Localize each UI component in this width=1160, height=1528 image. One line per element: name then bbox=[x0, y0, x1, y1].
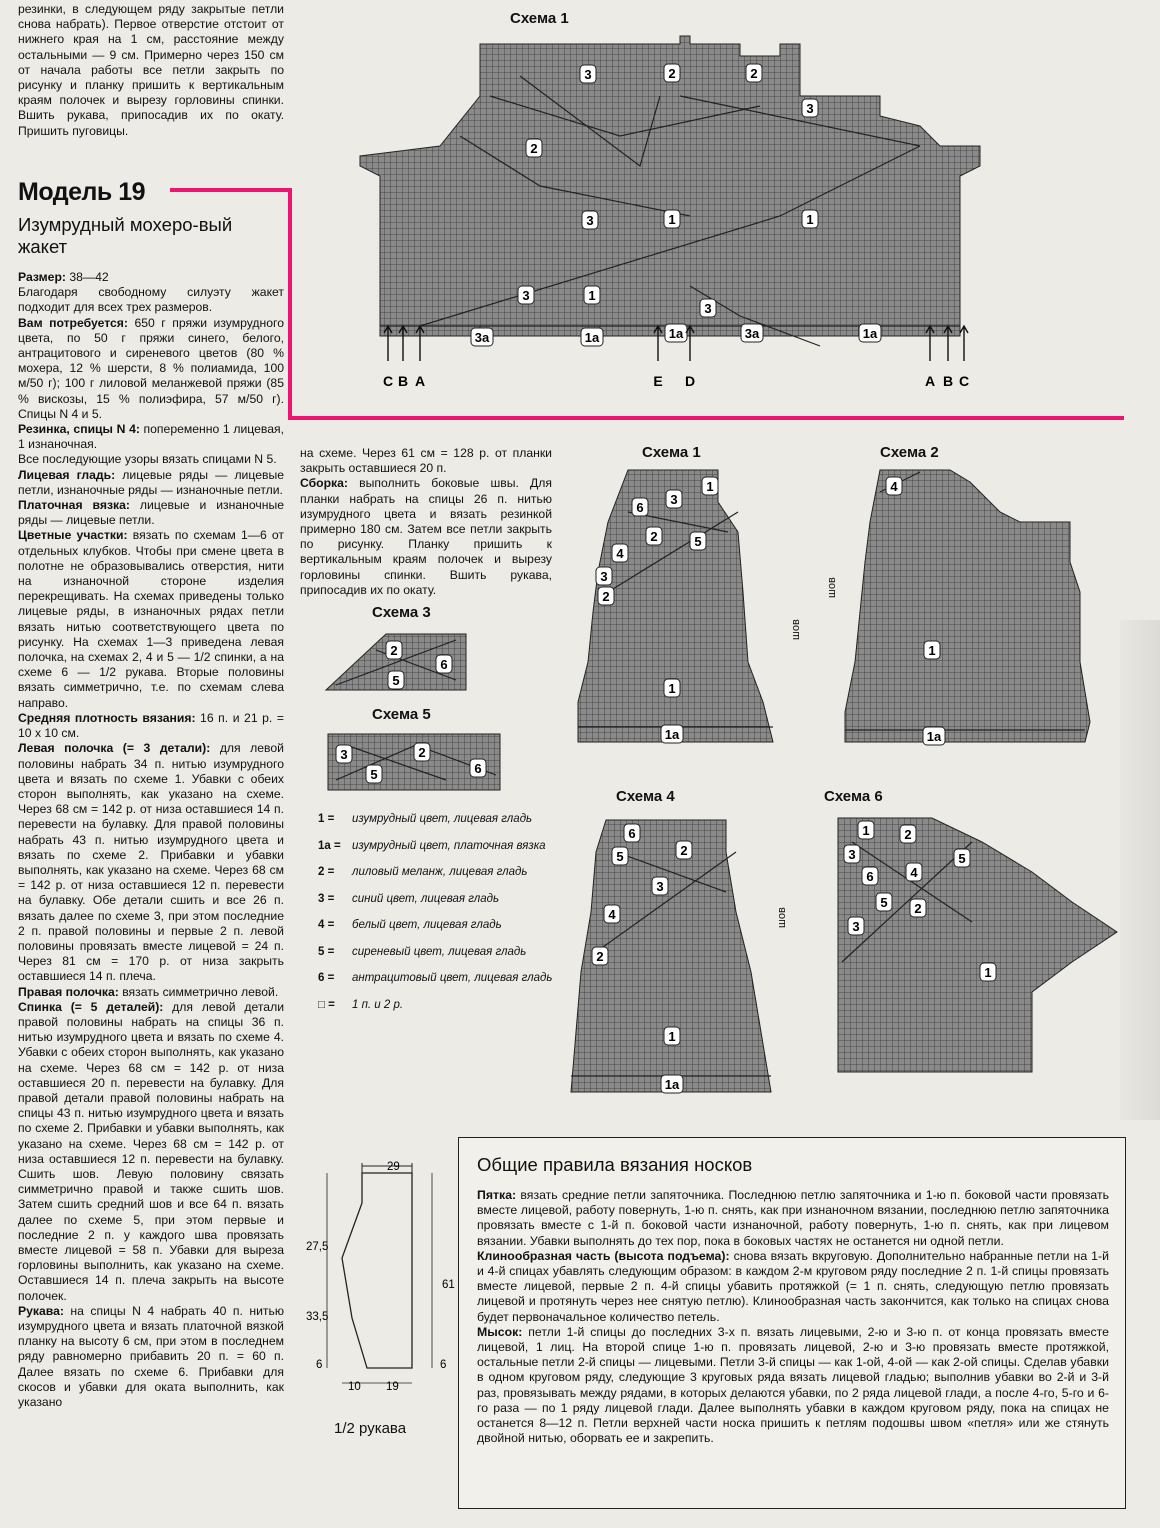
instruction-paragraph bbox=[18, 422, 284, 452]
svg-text:2: 2 bbox=[914, 901, 922, 916]
schema-area-label bbox=[664, 210, 680, 228]
svg-text:3: 3 bbox=[522, 288, 530, 303]
svg-text:3: 3 bbox=[848, 847, 856, 862]
instruction-paragraph bbox=[18, 498, 284, 528]
svg-text:5: 5 bbox=[370, 767, 378, 782]
s1-diagram bbox=[568, 462, 783, 752]
legend-item bbox=[318, 971, 558, 986]
socks-paragraph bbox=[477, 1249, 1109, 1325]
paragraph-label: Правая полочка: bbox=[18, 984, 119, 999]
schema-area-label bbox=[954, 849, 970, 867]
svg-text:1: 1 bbox=[668, 212, 676, 227]
svg-text:1a: 1a bbox=[862, 326, 878, 341]
legend-key: 1a = bbox=[318, 839, 341, 852]
sleeve-dimension: 61 bbox=[442, 1279, 455, 1291]
s3-title: Схема 3 bbox=[372, 604, 431, 621]
legend-item bbox=[318, 812, 558, 827]
svg-text:3: 3 bbox=[704, 301, 712, 316]
s5-title: Схема 5 bbox=[372, 706, 431, 723]
schema-area-label bbox=[876, 893, 892, 911]
legend-item bbox=[318, 839, 558, 854]
svg-text:4: 4 bbox=[616, 546, 624, 561]
schema-area-label bbox=[646, 527, 662, 545]
legend-text: изумрудный цвет, лицевая гладь bbox=[352, 813, 533, 825]
schema-area-label bbox=[848, 917, 864, 935]
paragraph-label: Рукава: bbox=[18, 1303, 64, 1318]
schema-area-label bbox=[632, 498, 648, 516]
schema-area-label bbox=[802, 99, 818, 117]
legend-key: 3 = bbox=[318, 892, 335, 905]
instruction-paragraph bbox=[18, 316, 284, 422]
schema-area-label bbox=[582, 211, 598, 229]
paragraph-label: Вам потребуется: bbox=[18, 315, 128, 330]
marker-letter: B bbox=[942, 373, 954, 389]
schema-area-label bbox=[676, 841, 692, 859]
legend-key: 5 = bbox=[318, 945, 335, 958]
paragraph-text: выполнить боковые швы. Для планки набрать на спицы 26 п. нитью изумрудного цвета и вязать резинкой примерно 180 см. Затем все петли закрыть по рисунку. Планку пришить к вертикальным краям полочек и вырезу горловины спинки. Вшить рукава, припосадив их по окату. bbox=[300, 476, 552, 597]
svg-text:1: 1 bbox=[806, 212, 814, 227]
svg-text:5: 5 bbox=[880, 895, 888, 910]
paragraph-text: на спицы N 4 набрать 40 п. нитью изумрудного цвета и вязать платочной вязкой планку на высоту 6 см, при этом в последнем ряду равномерно прибавить 20 п. = 60 п. Далее вязать по схеме 6. Прибавки для скосов и убавки для оката выполнить, как указано bbox=[18, 1303, 284, 1410]
svg-text:2: 2 bbox=[650, 529, 658, 544]
schema-area-label bbox=[665, 324, 687, 342]
paragraph-text: для левой половины набрать 34 п. нитью изумрудного цвета и вязать по схеме 1. Убавки с обеих сторон выполнять, как указано на схеме. Через 68 см = 142 р. от низа оставшиеся 14 п. перевести на булавку. Для правой половины набрать 43 п. нитью изумрудного цвета и вязать по схеме 2. Прибавки и убавки выполнять, как указано на схеме. Через 68 см = 142 р. от низа оставшиеся 12 п. перевести на булавку. Обе детали сшить и все 26 п. вязать далее по схеме 3, при этом последние 2 п. правой половины и первые 2 п. левой половины провязать вместе лицевой = 24 п. Через 81 см = 170 р. от низа закрыть оставшиеся 14 п. плеча. bbox=[18, 741, 284, 984]
marker-arrow bbox=[399, 326, 407, 361]
paragraph-label: Левая полочка (= 3 детали): bbox=[18, 741, 211, 756]
paragraph-label: Лицевая гладь: bbox=[18, 467, 116, 482]
svg-text:1: 1 bbox=[984, 965, 992, 980]
instruction-paragraph bbox=[18, 452, 284, 467]
paragraph-label: Спинка (= 5 деталей): bbox=[18, 999, 164, 1014]
model-title: Модель 19 bbox=[18, 178, 146, 206]
instruction-paragraph bbox=[18, 270, 284, 285]
schema-area-label bbox=[700, 299, 716, 317]
s5-diagram bbox=[326, 730, 506, 794]
svg-text:1a: 1a bbox=[584, 330, 600, 345]
schema-area-label bbox=[604, 905, 620, 923]
svg-text:3a: 3a bbox=[474, 330, 490, 345]
svg-text:3: 3 bbox=[656, 879, 664, 894]
legend-key: □ = bbox=[318, 998, 335, 1011]
legend-text: лиловый меланж, лицевая гладь bbox=[352, 866, 528, 878]
svg-text:2: 2 bbox=[596, 949, 604, 964]
paragraph-text: Все последующие узоры вязать спицами N 5. bbox=[18, 452, 277, 467]
schema-area-label bbox=[336, 745, 352, 763]
svg-text:5: 5 bbox=[392, 673, 400, 688]
instruction-paragraph bbox=[18, 741, 284, 984]
instruction-paragraph bbox=[18, 285, 284, 315]
schema-area-label bbox=[666, 490, 682, 508]
svg-text:5: 5 bbox=[694, 534, 702, 549]
instruction-paragraph bbox=[18, 528, 284, 710]
s2-diagram bbox=[840, 462, 1080, 752]
schema-area-label bbox=[661, 1075, 683, 1093]
schema-area-label bbox=[596, 567, 612, 585]
schema-area-label bbox=[366, 765, 382, 783]
intro-paragraph: резинки, в следующем ряду закрытые петли снова набрать). Первое отверстие отстоит от нижнего края на 1 см, расстояние между остальными — 9 см. Примерно через 150 см от начала работы все петли закрыть по рисунку и планку пришить к вертикальным краям полочек и вырезу горловины спинки. Вшить рукава, припосадив их по окату. Пришить пуговицы. bbox=[18, 2, 284, 138]
sleeve-dimension: 6 bbox=[440, 1359, 447, 1371]
svg-text:1: 1 bbox=[588, 288, 596, 303]
svg-text:3a: 3a bbox=[744, 326, 760, 341]
legend-key: 2 = bbox=[318, 866, 335, 878]
paragraph-label: Цветные участки: bbox=[18, 528, 128, 543]
schema-area-label bbox=[612, 847, 628, 865]
svg-text:1: 1 bbox=[668, 1029, 676, 1044]
socks-paragraph-text: снова вязать вкруговую. Дополнительно набранные петли на 1-й и 4-й спицах убавлять следующим образом: в каждом 2-м круговом ряду последние 2 п. 1-й спицы провязать вместе лицевой, первые 2 п. 4-й спицы убавить протяжкой (= 1 п. снять, следующую петлю провязать лицевой и протянуть через нее снятую петлю). Клинообразная часть закончится, как только на спицах снова будет первоначальное количество петель. bbox=[477, 1248, 1109, 1324]
svg-text:6: 6 bbox=[440, 657, 448, 672]
s6-diagram bbox=[832, 812, 1122, 1082]
marker-letter: B bbox=[397, 373, 409, 389]
schema-area-label bbox=[652, 877, 668, 895]
paragraph-text: вязать по схемам 1—6 от отдельных клубков. Чтобы при смене цвета в полотне не образовывались отверстия, нити на изнаночной стороне изделия перекрещивать. На схемах приведены только лицевые ряды, в изнаночных рядах петли вязать нитью соответствующего цвета по рисунку. На схемах 1—3 приведена левая полочка, на схемах 2, 4 и 5 — 1/2 спинки, а на схеме 6 — 1/2 рукава. Вторые половины вязать симметрично, т.е. по схемам слева направо. bbox=[18, 528, 284, 710]
svg-text:2: 2 bbox=[530, 141, 538, 156]
schema-area-label bbox=[612, 544, 628, 562]
schema-area-label bbox=[624, 824, 640, 842]
instruction-paragraph bbox=[300, 476, 552, 598]
paragraph-label: Сборка: bbox=[300, 476, 348, 491]
instruction-paragraph bbox=[18, 1304, 284, 1410]
svg-text:4: 4 bbox=[608, 907, 616, 922]
marker-arrow bbox=[960, 326, 968, 361]
paragraph-label: Средняя плотность вязания: bbox=[18, 710, 196, 725]
socks-paragraph bbox=[477, 1325, 1109, 1447]
svg-text:1: 1 bbox=[706, 479, 714, 494]
legend-item bbox=[318, 945, 558, 960]
svg-text:2: 2 bbox=[602, 589, 610, 604]
s1-title: Схема 1 bbox=[642, 444, 701, 461]
schema-area-label bbox=[664, 679, 680, 697]
schema-area-label bbox=[741, 324, 763, 342]
accent-line-vertical bbox=[288, 188, 292, 420]
svg-text:3: 3 bbox=[600, 569, 608, 584]
paragraph-text: 650 г пряжи изумрудного цвета, по 50 г пряжи синего, белого, антрацитового и сиреневого цветов (80 % мохера, 12 % шерсти, 8 % полиамида, 100 м/50 г); 100 г лиловой меланжевой пряжи (85 % вискозы, 15 % полиэфира, 57 м/50 г). Спицы N 4 и 5. bbox=[18, 315, 285, 421]
svg-text:4: 4 bbox=[890, 479, 898, 494]
socks-paragraph-label: Клинообразная часть (высота подъема): bbox=[477, 1248, 730, 1263]
paragraph-label: Резинка, спицы N 4: bbox=[18, 422, 140, 437]
svg-text:4: 4 bbox=[910, 865, 918, 880]
schema-area-label bbox=[906, 863, 922, 881]
svg-text:2: 2 bbox=[904, 827, 912, 842]
sleeve-dimension: 10 bbox=[348, 1381, 361, 1393]
svg-text:2: 2 bbox=[680, 843, 688, 858]
marker-arrow bbox=[384, 326, 392, 361]
paragraph-text: Благодаря свободному силуэту жакет подходит для всех трех размеров. bbox=[18, 285, 284, 315]
legend-item bbox=[318, 892, 558, 907]
svg-text:1a: 1a bbox=[668, 326, 684, 341]
schema-area-label bbox=[664, 1027, 680, 1045]
s4-seam-label: шов bbox=[776, 907, 788, 928]
svg-text:2: 2 bbox=[750, 66, 758, 81]
s3-diagram bbox=[316, 630, 476, 694]
socks-paragraph bbox=[477, 1188, 1109, 1249]
schema-area-label bbox=[518, 286, 534, 304]
paragraph-text: лицевые и изнаночные ряды — лицевые петли. bbox=[18, 498, 284, 528]
instruction-paragraph bbox=[300, 446, 552, 476]
schema-area-label bbox=[584, 286, 600, 304]
svg-text:3: 3 bbox=[670, 492, 678, 507]
svg-text:3: 3 bbox=[340, 747, 348, 762]
legend-text: изумрудный цвет, платочная вязка bbox=[352, 839, 546, 852]
schema-area-label bbox=[858, 821, 874, 839]
instructions-mid-column bbox=[300, 446, 552, 598]
marker-letter: C bbox=[382, 373, 394, 389]
marker-letter: D bbox=[684, 373, 696, 389]
paragraph-text: попеременно 1 лицевая, 1 изнаночная. bbox=[18, 422, 284, 452]
svg-text:6: 6 bbox=[636, 500, 644, 515]
schema-area-label bbox=[598, 587, 614, 605]
svg-text:3: 3 bbox=[806, 101, 814, 116]
paragraph-text: для левой детали правой половины набрать на спицы 36 п. нитью изумрудного цвета и вязать по схеме 4. Убавки с обеих сторон выполнять, как указано на схеме. Через 68 см = 142 р. от низа оставшиеся 20 п. перевести на булавку. Для правой детали правой половины набрать на спицы 43 п. нитью изумрудного цвета и вязать по схеме 2. Прибавки и убавки выполнять, как указано на схеме. Через 68 см = 142 р. от низа оставшиеся 12 п. перевести на булавку. Сшить шов. Левую половину связать симметрично правой и также сшить шов. Затем сшить средний шов и все 64 п. вязать далее по схеме 5, при этом первые и последние 2 п. у каждого шва провязать вместе лицевой = 58 п. Убавки для выреза горловины выполнить, как указано на схеме. Оставшиеся 14 п. плеча закрыть на высоте полочек. bbox=[18, 999, 284, 1303]
schema-area-label bbox=[923, 727, 945, 745]
marker-arrow bbox=[926, 326, 934, 361]
paragraph-label: Размер: bbox=[18, 270, 66, 284]
instruction-paragraph bbox=[18, 468, 284, 498]
schema-area-label bbox=[414, 743, 430, 761]
socks-paragraph-label: Пятка: bbox=[477, 1188, 517, 1202]
sleeve-dimension: 33,5 bbox=[306, 1311, 329, 1323]
schema-area-label bbox=[388, 671, 404, 689]
svg-text:6: 6 bbox=[474, 761, 482, 776]
legend-text: сиреневый цвет, лицевая гладь bbox=[352, 945, 527, 958]
sleeve-dimension: 19 bbox=[386, 1381, 399, 1393]
s1-seam-label: шов bbox=[790, 619, 802, 640]
schema-area-label bbox=[664, 64, 680, 82]
schema-area-label bbox=[580, 65, 596, 83]
marker-arrow bbox=[416, 326, 424, 361]
instruction-paragraph bbox=[18, 711, 284, 741]
svg-text:2: 2 bbox=[390, 643, 398, 658]
socks-paragraph-text: петли 1-й спицы до последних 3-х п. вязать лицевыми, 2-ю и 3-ю п. от конца провязать вместе лицевой, 1 лиц. На второй спице 1-ю п. провязать лицевой, 2-ю и 3-ю провязать вместе протяжкой, остальные петли 2-й спицы — лицевыми. Петли 3-й спицы — как 1-ой, 4-ой — как 2-ой спицы. Сделав убавки в одном круговом ряду, следующие 3 круговых ряда вязать лицевой гладью; выполнив убавки во 2-й и 3-й раз, провязывать между рядами, в которых делаются убавки, по 2 ряда лицевой глади, а после 4-го, 5-го и 6-го раза — по 1 ряду лицевой глади. Далее выполнять убавки в каждом круговом ряду, пока на спицах не останется 8—12 п. Петли верхней части носка пришить к петлям подошвы швом «петля» или же стянуть двойной нитью, оборвать ее и закрепить. bbox=[477, 1324, 1109, 1446]
schema-area-label bbox=[746, 64, 762, 82]
s2-title: Схема 2 bbox=[880, 444, 939, 461]
instruction-paragraph bbox=[18, 985, 284, 1000]
marker-letter: E bbox=[653, 373, 663, 389]
instruction-paragraph bbox=[18, 1000, 284, 1304]
adjacent-page-edge bbox=[1120, 620, 1160, 1120]
socks-rules-title: Общие правила вязания носков bbox=[477, 1154, 753, 1175]
svg-text:3: 3 bbox=[852, 919, 860, 934]
marker-arrow bbox=[944, 326, 952, 361]
svg-text:6: 6 bbox=[866, 869, 874, 884]
marker-arrow bbox=[654, 326, 662, 361]
sleeve-dimension: 6 bbox=[316, 1359, 323, 1371]
legend-text: синий цвет, лицевая гладь bbox=[352, 892, 500, 905]
schema-area-label bbox=[702, 477, 718, 495]
svg-text:1a: 1a bbox=[664, 727, 680, 742]
schema-area-label bbox=[470, 759, 486, 777]
accent-line-horizontal bbox=[170, 188, 292, 192]
sleeve-caption: 1/2 рукава bbox=[334, 1420, 407, 1437]
paragraph-text: лицевые ряды — лицевые петли, изнаночные ряды — изнаночные петли. bbox=[18, 467, 284, 497]
color-legend bbox=[318, 812, 558, 1024]
sleeve-dimension: 27,5 bbox=[306, 1241, 329, 1253]
paragraph-text: 38—42 bbox=[65, 270, 109, 284]
socks-rules-text bbox=[477, 1188, 1109, 1446]
svg-text:2: 2 bbox=[418, 745, 426, 760]
svg-text:5: 5 bbox=[616, 849, 624, 864]
s6-title: Схема 6 bbox=[824, 788, 883, 805]
paragraph-text: вязать симметрично левой. bbox=[118, 984, 279, 999]
svg-text:1: 1 bbox=[668, 681, 676, 696]
legend-item bbox=[318, 998, 558, 1013]
schema-area-label bbox=[581, 328, 603, 346]
schema-area-label bbox=[592, 947, 608, 965]
svg-text:2: 2 bbox=[668, 66, 676, 81]
sleeve-dimension: 29 bbox=[387, 1161, 400, 1173]
marker-arrow bbox=[686, 326, 694, 361]
s2-seam-label: шов bbox=[826, 577, 838, 598]
schema-area-label bbox=[436, 655, 452, 673]
schema-area-label bbox=[900, 825, 916, 843]
legend-key: 4 = bbox=[318, 919, 335, 931]
sleeve-sketch bbox=[302, 1158, 455, 1398]
schema-area-label bbox=[862, 867, 878, 885]
accent-line-bottom bbox=[288, 416, 1124, 420]
top-schema-title: Схема 1 bbox=[510, 10, 569, 27]
socks-rules-box bbox=[458, 1137, 1126, 1509]
legend-key: 6 = bbox=[318, 972, 335, 984]
legend-text: 1 п. и 2 р. bbox=[352, 998, 404, 1011]
schema-area-label bbox=[802, 210, 818, 228]
model-subtitle: Изумрудный мохеро-вый жакет bbox=[18, 214, 233, 257]
svg-text:3: 3 bbox=[586, 213, 594, 228]
paragraph-text: на схеме. Через 61 см = 128 р. от планки закрыть оставшиеся 20 п. bbox=[300, 446, 552, 476]
svg-text:1a: 1a bbox=[926, 729, 942, 744]
legend-text: антрацитовый цвет, лицевая гладь bbox=[352, 972, 553, 984]
svg-text:3: 3 bbox=[584, 67, 592, 82]
legend-text: белый цвет, лицевая гладь bbox=[352, 919, 502, 931]
marker-letter: A bbox=[924, 373, 936, 389]
legend-key: 1 = bbox=[318, 813, 335, 825]
s4-title: Схема 4 bbox=[616, 788, 675, 805]
schema-area-label bbox=[910, 899, 926, 917]
legend-item bbox=[318, 918, 558, 933]
schema-area-label bbox=[859, 324, 881, 342]
socks-paragraph-text: вязать средние петли запяточника. Последнюю петлю запяточника и 1-ю п. боковой части провязать вместе лицевой, работу повернуть, 1-ю п. снять, как при изнаночном вязании, последнюю петлю запяточника провязать вместе с 1-й п. боковой части изнаночной, работу повернуть, 1-ю п. снять, как при лицевом вязании. Убавки выполнять до тех пор, пока в боковых частях не останется ни одной петли. bbox=[477, 1188, 1109, 1248]
schema-area-label bbox=[661, 725, 683, 743]
s4-diagram bbox=[566, 812, 776, 1102]
socks-paragraph-label: Мысок: bbox=[477, 1324, 523, 1339]
svg-text:1: 1 bbox=[862, 823, 870, 838]
schema-area-label bbox=[526, 139, 542, 157]
schema-area-label bbox=[471, 328, 493, 346]
schema-area-label bbox=[924, 641, 940, 659]
marker-letter: A bbox=[414, 373, 426, 389]
svg-text:1: 1 bbox=[928, 643, 936, 658]
schema-area-label bbox=[386, 641, 402, 659]
legend-item bbox=[318, 865, 558, 880]
schema-area-label bbox=[844, 845, 860, 863]
schema-area-label bbox=[886, 477, 902, 495]
instructions-left-column bbox=[18, 270, 284, 1410]
paragraph-text: 16 п. и 21 р. = 10 х 10 см. bbox=[18, 710, 284, 741]
paragraph-label: Платочная вязка: bbox=[18, 498, 130, 513]
svg-text:6: 6 bbox=[628, 826, 636, 841]
svg-text:1a: 1a bbox=[664, 1077, 680, 1092]
schema-area-label bbox=[980, 963, 996, 981]
marker-letter: C bbox=[958, 373, 970, 389]
svg-text:5: 5 bbox=[958, 851, 966, 866]
schema-area-label bbox=[690, 532, 706, 550]
top-schema-diagram bbox=[360, 36, 990, 396]
